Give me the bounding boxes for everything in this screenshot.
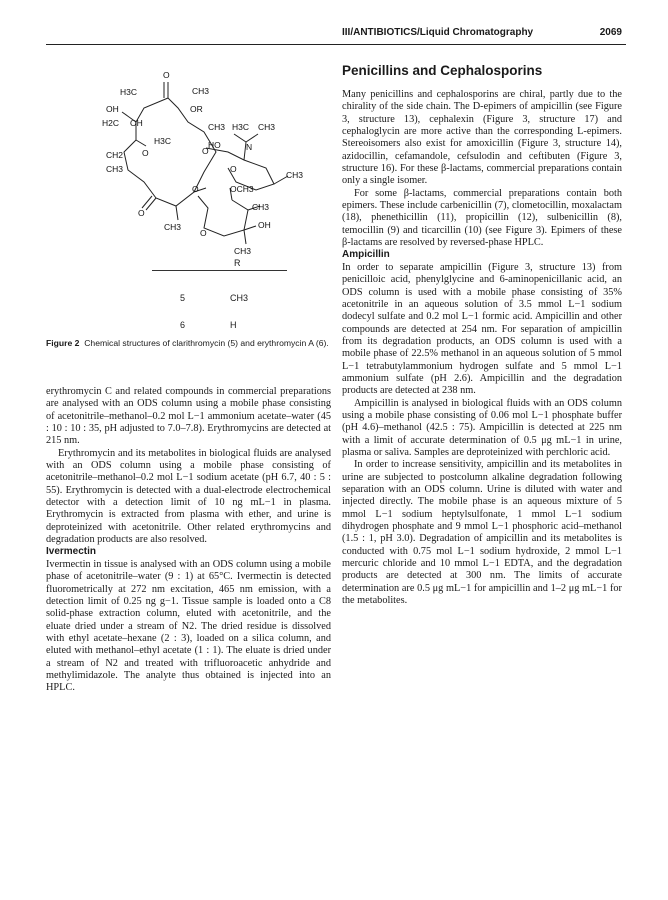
header-rule	[46, 44, 626, 45]
atom-label: O	[192, 184, 199, 194]
caption-label: Figure 2	[46, 338, 80, 348]
atom-label: CH3	[258, 122, 276, 132]
atom-label: CH3	[234, 246, 252, 256]
atom-label: CH3	[106, 164, 124, 174]
paragraph: erythromycin C and related compounds in commercial preparations are analysed with an ODS column using a mobile phase consisting of acetonitrile–methanol–0.2 mol L−1 ammonium acetate–water (45 : 10 : 10 : 35, pH adjusted to 7.0–7.8). Erythromycins are detected at 215 nm.	[46, 386, 331, 447]
table-r-6: H	[230, 320, 237, 330]
atom-label: H3C	[120, 87, 138, 97]
atom-label: O	[230, 164, 237, 174]
figure-caption	[46, 338, 331, 349]
atom-label: OR	[190, 104, 203, 114]
paragraph: In order to separate ampicillin (Figure 3, structure 13) from penicilloic acid, phenylglycine and 6-aminopenicillanic acid, an ODS column is used with a mobile phase consisting of 35% acetonitrile in an aqueous solution of 3.5 mmol L−1 sodium dodecyl sulfate and 0.2 mol L−1 formic acid. Ampicillin and other compounds are detected at 254 nm. For separation of ampicillin from its degradation products, an ODS column is used with a mobile phase of 22.5% methanol in an aqueous solution of 5 mmol L−1 tetrabutylammonium hydrogen sulfate and 5 mmol L−1 ammonium sulfate (pH 2.6). Ampicillin and the degradation products are detected at 238 nm.	[342, 261, 622, 397]
left-column	[46, 386, 331, 695]
atom-label: N	[246, 142, 253, 152]
paragraph: Many penicillins and cephalosporins are chiral, partly due to the chirality of the side chain. The D-epimers of ampicillin (see Figure 3, structure 13), cephalexin (Figure 3, structure 17) and cephaloglycin are more active than the corresponding L-epimers. Stereoisomers also exist for amoxicillin (Figure 3, structure 14), azidocillin, cefamandole, cefsulodin and ceftibuten (Figure 3, structure 16). For these β-lactams, commercial preparations contain only a single isomer.	[342, 89, 622, 187]
atom-label: O	[138, 208, 145, 218]
table-r-5: CH3	[230, 293, 249, 303]
atom-label: OH	[258, 220, 271, 230]
atom-label: OCH3	[230, 184, 254, 194]
paragraph: For some β-lactams, commercial preparations contain both epimers. These include carbenicillin (7), clometocillin, moxalactam (18), phenethicillin (11), propicillin (12), sulbenicillin (8), temocillin (9) and ticarcillin (10) (see Figure 3). Epimers of these β-lactams are resolved by reversed-phase HPLC.	[342, 187, 622, 249]
atom-label: CH2	[106, 150, 124, 160]
atom-label: O	[142, 148, 149, 158]
table-compound-5: 5	[180, 293, 186, 303]
running-header	[342, 27, 622, 43]
atom-label: O	[202, 146, 209, 156]
atom-label: H3C	[232, 122, 250, 132]
atom-label: OH	[130, 118, 143, 128]
atom-label: H2C	[102, 118, 120, 128]
table-compound-6: 6	[180, 320, 186, 330]
atom-label: CH3	[192, 86, 210, 96]
subsection-heading-ivermectin: Ivermectin	[46, 546, 97, 558]
atom-label: CH3	[252, 202, 270, 212]
caption-text: Chemical structures of clarithromycin (5) and erythromycin A (6).	[84, 338, 329, 348]
atom-label: CH3	[164, 222, 182, 232]
running-title: III/ANTIBIOTICS/Liquid Chromatography	[342, 27, 534, 38]
atom-label: H3C	[154, 136, 172, 146]
page-number: 2069	[599, 27, 622, 38]
paragraph: In order to increase sensitivity, ampicillin and its metabolites in urine are subjected to postcolumn alkaline degradation following separation with an ODS column. Urine is diluted with water and injected directly. The mobile phase is an aqueous mixture of 5 mmol L−1 sodium heptylsulfonate, 1 mmol L−1 sodium dihydrogen phosphate and 9 mmol L−1 phosphoric acid–methanol (1.5 : 1, pH 3.0). Degradation of ampicillin and its metabolites is conducted with 0.75 mol L−1 sodium hydroxide, 2 mmol L−1 mercuric chloride and 10 mmol L−1 EDTA, and the degradation products are detected at 300 nm. The limits of accurate determination are 0.5 μg mL−1 for ampicillin and 1–2 μg mL−1 for the metabolites.	[342, 459, 622, 607]
atom-label: O	[163, 70, 170, 80]
paragraph: Ampicillin is analysed in biological fluids with an ODS column using a mobile phase consisting of 0.06 mol L−1 phosphate buffer (pH 4.6)–methanol (42.5 : 75). Ampicillin is detected at 225 nm with a limit of accurate determination of 0.5 μg mL−1 in urine, plasma or saliva. Samples are deproteinized with perchloric acid.	[342, 397, 622, 458]
chemical-structure-diagram	[96, 60, 326, 265]
section-title: Penicillins and Cephalosporins	[342, 63, 543, 78]
atom-label: CH3	[286, 170, 304, 180]
paragraph: Erythromycin and its metabolites in biological fluids are analysed with an ODS column using a mobile phase consisting of acetonitrile–methanol–0.2 mol L−1 sodium acetate (pH 6.7, 40 : 5 : 55). Erythromycin is detected with a dual-electrode electrochemical detector with a detection limit of 10 ng mL−1 in plasma. Erythromycin is extracted from plasma with ether, and urine is deproteinized with acetonitrile. Other related erythromycins and degradation products are also resolved.	[46, 447, 331, 546]
atom-label: CH3	[208, 122, 226, 132]
atom-label: HO	[208, 140, 221, 150]
right-column	[342, 89, 622, 607]
atom-label: O	[200, 228, 207, 238]
subsection-heading-ampicillin: Ampicillin	[342, 249, 390, 261]
atom-label: OH	[106, 104, 119, 114]
table-rule	[152, 270, 287, 271]
paragraph: Ivermectin in tissue is analysed with an ODS column using a mobile phase of acetonitrile–water (9 : 1) at 65°C. Ivermectin is detected fluorometrically at 272 nm excitation, 465 nm emission, with a detection limit of 0.25 ng g−1. Tissue sample is loaded onto a C8 solid-phase extraction column, eluted with acetonitrile, and the eluate dried under a stream of N2. The dried residue is dissolved with ethyl acetate–hexane (2 : 3), loaded on a silica column, and eluted with methanol–ethyl acetate (1 : 1). The eluate is dried under a stream of N2 and treated with trifluoroacetic anhydride and methylimidazole. The analyte thus obtained is injected into an HPLC.	[46, 558, 331, 694]
table-header-r: R	[234, 258, 241, 268]
